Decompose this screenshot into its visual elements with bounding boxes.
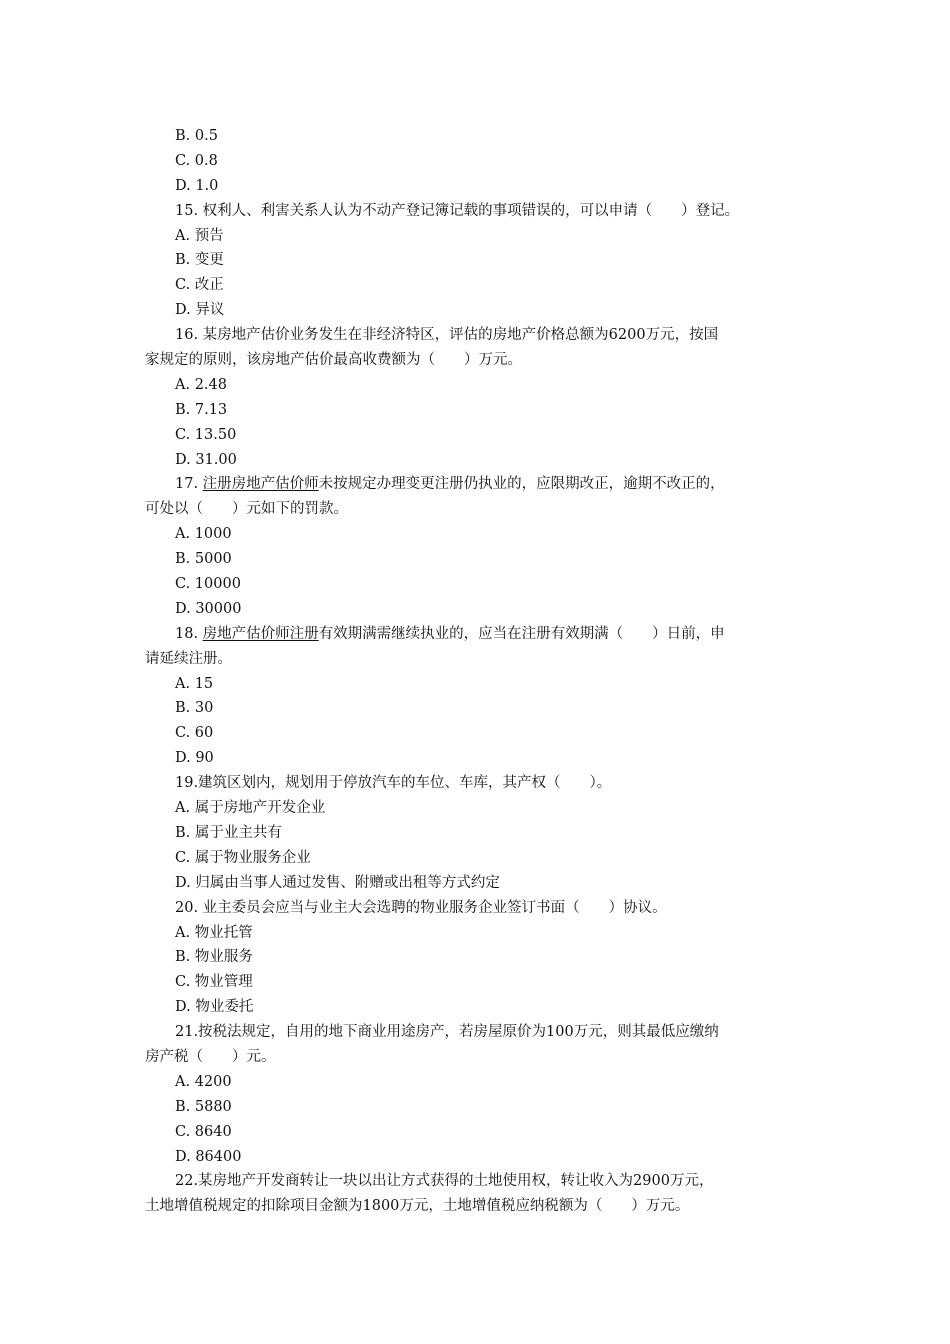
option-a: A. 15	[175, 675, 214, 692]
option-c: C. 8640	[175, 1123, 232, 1140]
option-b: B. 30	[175, 700, 214, 717]
option-a: A. 2.48	[175, 376, 227, 393]
question-17-number: 17.	[175, 476, 203, 493]
question-21-line-2: 房产税（ ）元。	[145, 1048, 276, 1065]
question-22-line-2: 土地增值税规定的扣除项目金额为1800万元，土地增值税应纳税额为（ ）万元。	[145, 1198, 690, 1215]
option-c: C. 属于物业服务企业	[175, 849, 311, 866]
option-d: D. 物业委托	[175, 999, 254, 1016]
option-a: A. 4200	[175, 1073, 232, 1090]
question-list	[145, 124, 810, 1219]
option-a: A. 1000	[175, 526, 232, 543]
option-c: C. 13.50	[175, 426, 237, 443]
option-d: D. 86400	[175, 1148, 242, 1165]
question-19: 19.建筑区划内，规划用于停放汽车的车位、车库，其产权（ ）。	[175, 775, 612, 792]
option-a: A. 物业托管	[175, 924, 253, 941]
registered-appraiser-link[interactable]: 注册房地产估价师	[202, 476, 319, 493]
question-18-number: 18.	[175, 625, 203, 642]
question-15: 15. 权利人、利害关系人认为不动产登记簿记载的事项错误的，可以申请（ ）登记。	[175, 202, 740, 219]
option-d: D. 90	[175, 750, 214, 767]
question-21-line-1: 21.按税法规定，自用的地下商业用途房产，若房屋原价为100万元，则其最低应缴纳	[175, 1024, 719, 1041]
option-a: A. 属于房地产开发企业	[175, 800, 326, 817]
option-c: C. 改正	[175, 277, 224, 294]
question-17-line-1	[145, 472, 810, 497]
question-17-line-2: 可处以（ ）元如下的罚款。	[145, 501, 348, 518]
option-b: B. 属于业主共有	[175, 824, 282, 841]
option-c: C. 10000	[175, 576, 241, 593]
question-18-line-2: 请延续注册。	[145, 650, 232, 667]
appraiser-registration-link[interactable]: 房地产估价师注册	[202, 625, 319, 642]
option-a: A. 预告	[175, 227, 224, 244]
option-c: C. 60	[175, 725, 214, 742]
question-18-text: 有效期满需继续执业的，应当在注册有效期满（ ）日前，申	[318, 625, 725, 642]
option-d: D. 归属由当事人通过发售、附赠或出租等方式约定	[175, 874, 500, 891]
option-b: B. 0.5	[175, 128, 218, 144]
question-17-text: 未按规定办理变更注册仍执业的，应限期改正，逾期不改正的，	[318, 476, 725, 493]
option-b: B. 7.13	[175, 401, 228, 418]
option-c: C. 物业管理	[175, 974, 253, 991]
option-b: B. 变更	[175, 252, 224, 269]
question-16-line-2: 家规定的原则，该房地产估价最高收费额为（ ）万元。	[145, 352, 522, 369]
option-d: D. 异议	[175, 302, 225, 319]
option-b: B. 5880	[175, 1098, 232, 1115]
option-d: D. 1.0	[175, 177, 219, 194]
option-c: C. 0.8	[175, 152, 218, 169]
option-b: B. 物业服务	[175, 949, 253, 966]
question-18-line-1	[145, 622, 810, 647]
option-b: B. 5000	[175, 551, 232, 568]
option-d: D. 31.00	[175, 451, 237, 468]
option-d: D. 30000	[175, 600, 242, 617]
question-20: 20. 业主委员会应当与业主大会选聘的物业服务企业签订书面（ ）协议。	[175, 899, 667, 916]
question-22-line-1: 22.某房地产开发商转让一块以出让方式获得的土地使用权，转让收入为2900万元，	[175, 1173, 714, 1190]
question-16-line-1: 16. 某房地产估价业务发生在非经济特区，评估的房地产价格总额为6200万元，按国	[175, 327, 719, 344]
